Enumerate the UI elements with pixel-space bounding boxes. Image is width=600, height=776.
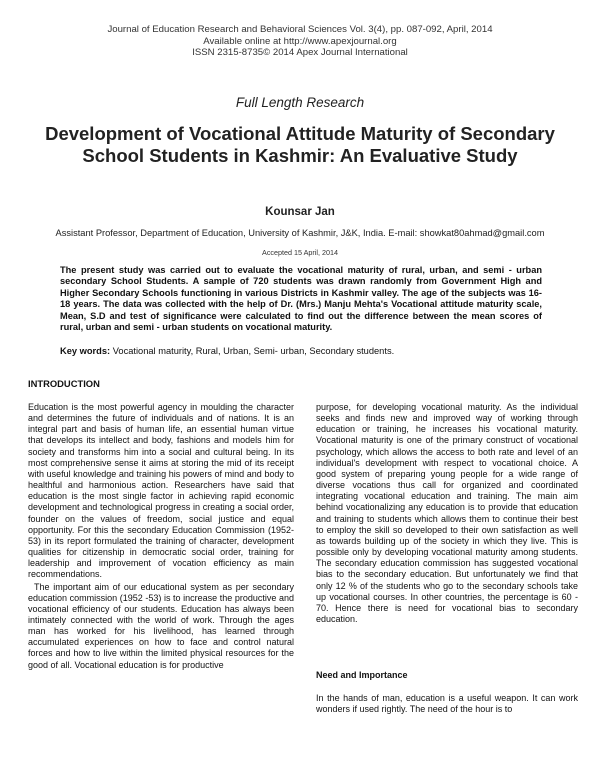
journal-header — [0, 24, 600, 59]
right-column — [316, 402, 578, 625]
author-affiliation: Assistant Professor, Department of Education, University of Kashmir, J&K, India. E-mail: showkat80ahmad@gmail.com — [55, 228, 545, 238]
keywords — [60, 346, 542, 356]
left-column — [28, 402, 294, 671]
article-type: Full Length Research — [235, 95, 365, 110]
journal-issn: ISSN 2315-8735© 2014 Apex Journal International — [192, 47, 408, 59]
keywords-label: Key words: — [60, 346, 111, 356]
intro-paragraph-3: purpose, for developing vocational maturity. As the individual seeks and finds new and improved way of working through education or training, he increases his vocational maturity. Vocational maturity is one of the primary construct of vocational psychology, which allows the access to both rate and level of an individual's development with respect to vocational choice. A good system of preparing young people for a wide range of diverse vocations thus call for organized and coordinated integrating vocational education and training. The main aim behind vocationalizing any education is to provide that education and training to students which allows them to continue their best to employ the skill so developed to their own satisfaction as well as towards building up of the society in which they live. This is possible only by developing vocational maturity among students. The secondary education commission has suggested vocational bias to the secondary education. But unfortunately we find that only 12 % of the students who go to the secondary schools take up vocational courses. In other countries, the percentage is 60 - 70. Hence there is need for vocational bias to secondary education. — [316, 402, 578, 624]
abstract: The present study was carried out to evaluate the vocational maturity of rural, urban, and semi - urban secondary School Students. A sample of 720 students was drawn randomly from Government High and Higher Secondary Schools functioning in various Districts in Kashmir valley. The age of the subjects was 16-18 years. The data was collected with the help of Dr. (Mrs.) Manju Mehta's Vocational attitude maturity scale, Mean, S.D and test of significance were calculated to find out the difference between the mean scores of rural, urban and semi - urban students on vocational maturity. — [60, 265, 542, 333]
need-paragraph-column — [316, 693, 578, 715]
paper-title: Development of Vocational Attitude Maturity of Secondary School Students in Kashmir: An Evaluative Study — [45, 123, 555, 166]
section-heading-introduction: INTRODUCTION — [28, 378, 100, 389]
intro-paragraph-2: The important aim of our educational system as per secondary education commission (1952 -53) is to increase the productive and vocational efficiency of our students. Education has always been intimately connected with the world of work. Through the ages man has worked for his livelihood, has learned through accumulated experiences on how to face and control natural forces and how to live within the limited physical resources for the good of all. Vocational education is for productive — [28, 581, 294, 670]
journal-citation: Journal of Education Research and Behavioral Sciences Vol. 3(4), pp. 087-092, April, 2014 — [107, 24, 493, 35]
accepted-date: Accepted 15 April, 2014 — [262, 248, 338, 257]
keywords-text: Vocational maturity, Rural, Urban, Semi- urban, Secondary students. — [112, 346, 395, 356]
section-heading-need: Need and Importance — [316, 670, 408, 680]
journal-website: Available online at http://www.apexjournal.org — [203, 35, 397, 47]
need-paragraph: In the hands of man, education is a useful weapon. It can work wonders if used rightly. The need of the hour is to — [316, 693, 578, 715]
author-name: Kounsar Jan — [265, 206, 335, 218]
intro-paragraph-1: Education is the most powerful agency in moulding the character and determines the future of individuals and of nations. It is an integral part and basis of human life, an essential human virtue that develops its intellect and body, fashions and models him for society and transforms him into a social and cultural being. In its most comprehensive sense it aims at storing the mid of its receipt with useful knowledge and training his powers of mind and body to healthful and harmonious action. Researchers have said that education is the most single factor in achieving rapid economic development and technological progress in creating a social order, founder on the values of freedom, social justice and equal opportunity. For this the secondary Education Commission (1952-53) in its report formulated the training of character, development qualities for citizenship in democratic social order, training for leadership and improvement of vocation efficiency as main recommendations. — [28, 402, 294, 580]
